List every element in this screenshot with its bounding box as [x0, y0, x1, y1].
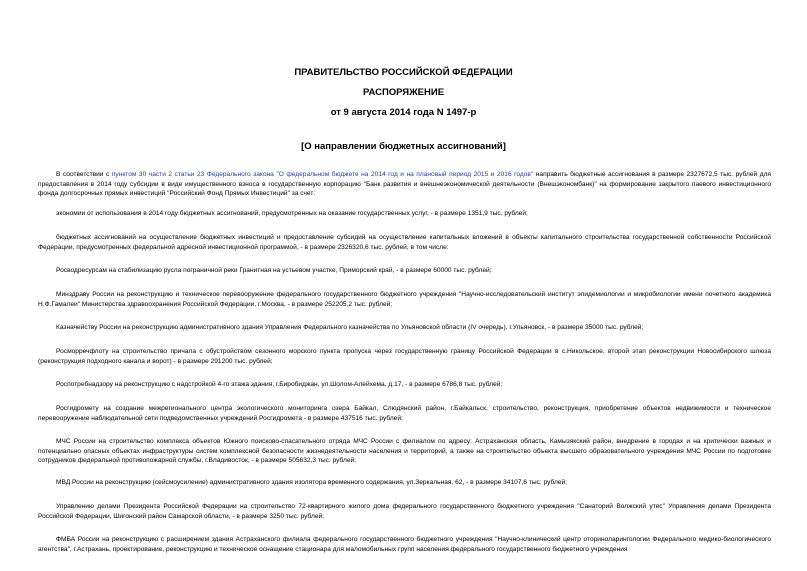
date-number-heading: от 9 августа 2014 года N 1497-р: [330, 107, 477, 118]
paragraph-intro: [38, 170, 771, 199]
paragraph-rosvodresursy: Росводресурсам на стабилизацию русла пограничной реки Гранитная на устьевом участке, Приморский край, - в размере 60000 тыс. рублей;: [56, 267, 492, 274]
paragraph-rospotrebnadzor: Роспотребнадзору на реконструкцию с надстройкой 4-го этажа здания, г.Биробиджан, ул.Шолом-Алейхема, д.17, - в размере 6786,8 тыс. рублей;: [56, 381, 503, 388]
document-title: [О направлении бюджетных ассигнований]: [301, 141, 506, 152]
organization-heading: ПРАВИТЕЛЬСТВО РОССИЙСКОЙ ФЕДЕРАЦИИ: [294, 67, 513, 78]
paragraph-presidential-affairs: Управлению делами Президента Российской Федерации на строительство 72-квартирного жилого дома федерального государственного бюджетного учреждения "Санаторий Волжский утес" Управления делами Президента Российской Федерации, Шигонский район Самарской области, - в размере 3250 тыс. рублей;: [38, 503, 771, 520]
law-reference-link[interactable]: пунктом 30 части 2 статьи 23 Федерального закона "О федеральном бюджете на 2014 год и на плановый период 2015 и 2016 годов": [111, 171, 534, 178]
paragraph-treasury: Казначейству России на реконструкцию административного здания Управления Федерального казначейства по Ульяновской области (IV очередь), г.Ульяновск, - в размере 35000 тыс. рублей;: [56, 324, 644, 331]
paragraph-investments: бюджетных ассигнований на осуществление бюджетных инвестиций и предоставление субсидий на осуществление капитальных вложений в объекты капитального строительства государственной собственности Российской Федерации, предусмотренных федеральной адресной инвестиционной программой, - в размере 2326320,6 тыс. рублей, в том числе:: [38, 234, 771, 251]
paragraph-mvd: МВД России на реконструкцию (сейсмоусиление) административного здания изолятора временного содержания, ул.Зеркальная, 62, - в размере 34107,6 тыс. рублей;: [56, 479, 567, 486]
paragraph-savings: экономии от использования в 2014 году бюджетных ассигнований, предусмотренных на оказание государственных услуг, - в размере 1351,9 тыс. рублей;: [56, 210, 528, 217]
paragraph-minzdrav: Минздраву России на реконструкцию и техническое перевооружение федерального государственного бюджетного учреждения "Научно-исследовательский институт эпидемиологии и микробиологии имени почетного академика Н.Ф.Гамалеи" Министерства здравоохранения Российской Федерации, г.Москва, - в размере 252205,2 тыс. рублей;: [38, 291, 771, 308]
paragraph-mchs: МЧС России на строительство комплекса объектов Южного поисково-спасательного отряда МЧС России с филиалом по адресу: Астраханская область, Камызякский район, внедрение в городах и на критически важных и потенциально опасных объектах инфраструктуры систем комплексной безопасности жизнедеятельности населения и территорий, а также на строительство объекта высшего образовательного учреждения МЧС России по подготовке сотрудников федеральной противопожарной службы, г.Владивосток, - в размере 505632,3 тыс. рублей;: [38, 438, 771, 465]
document-type-heading: РАСПОРЯЖЕНИЕ: [362, 87, 445, 98]
paragraph-rosmorrechflot: Росморречфлоту на строительство причала с обустройством сезонного морского пункта пропуска через государственную границу Российской Федерации в с.Никольское, второй этап реконструкции Новосибирского шлюза (реконструкция подходного канала и ворот) - в размере 291200 тыс. рублей;: [38, 348, 771, 365]
paragraph-intro-rest: направить бюджетные ассигнования в размере 2327672,5 тыс. рублей для предоставления в 2014 году субсидии в виде имущественного взноса в государственную корпорацию "Банк развития и внешнеэкономической деятельности (Внешэкономбанк)" на формирование закрытого паевого инвестиционного фонда долгосрочных прямых инвестиций "Российский Фонд Прямых Инвестиций" за счет:: [38, 171, 771, 198]
paragraph-rosgidromet: Росгидромету на создание межрегионального центра экологического мониторинга озера Байкал, Слюдянский район, г.Байкальск, строительство, реконструкция, приобретение объектов недвижимости и техническое перевооружение наблюдательной сети подведомственных учреждений Росгидромета - в размере 437516 тыс. рублей;: [38, 405, 771, 422]
paragraph-fmba: ФМБА России на реконструкцию с расширением здания Астраханского филиала федерального государственного бюджетного учреждения "Научно-клинический центр оториноларингологии Федерального медико-биологического агентства", г.Астрахань, проектирование, реконструкцию и техническое оснащение стационара для маломобильных групп населения федерального государственного бюджетного учреждения: [38, 536, 771, 553]
paragraph-intro-lead: В соответствии с: [56, 171, 112, 178]
